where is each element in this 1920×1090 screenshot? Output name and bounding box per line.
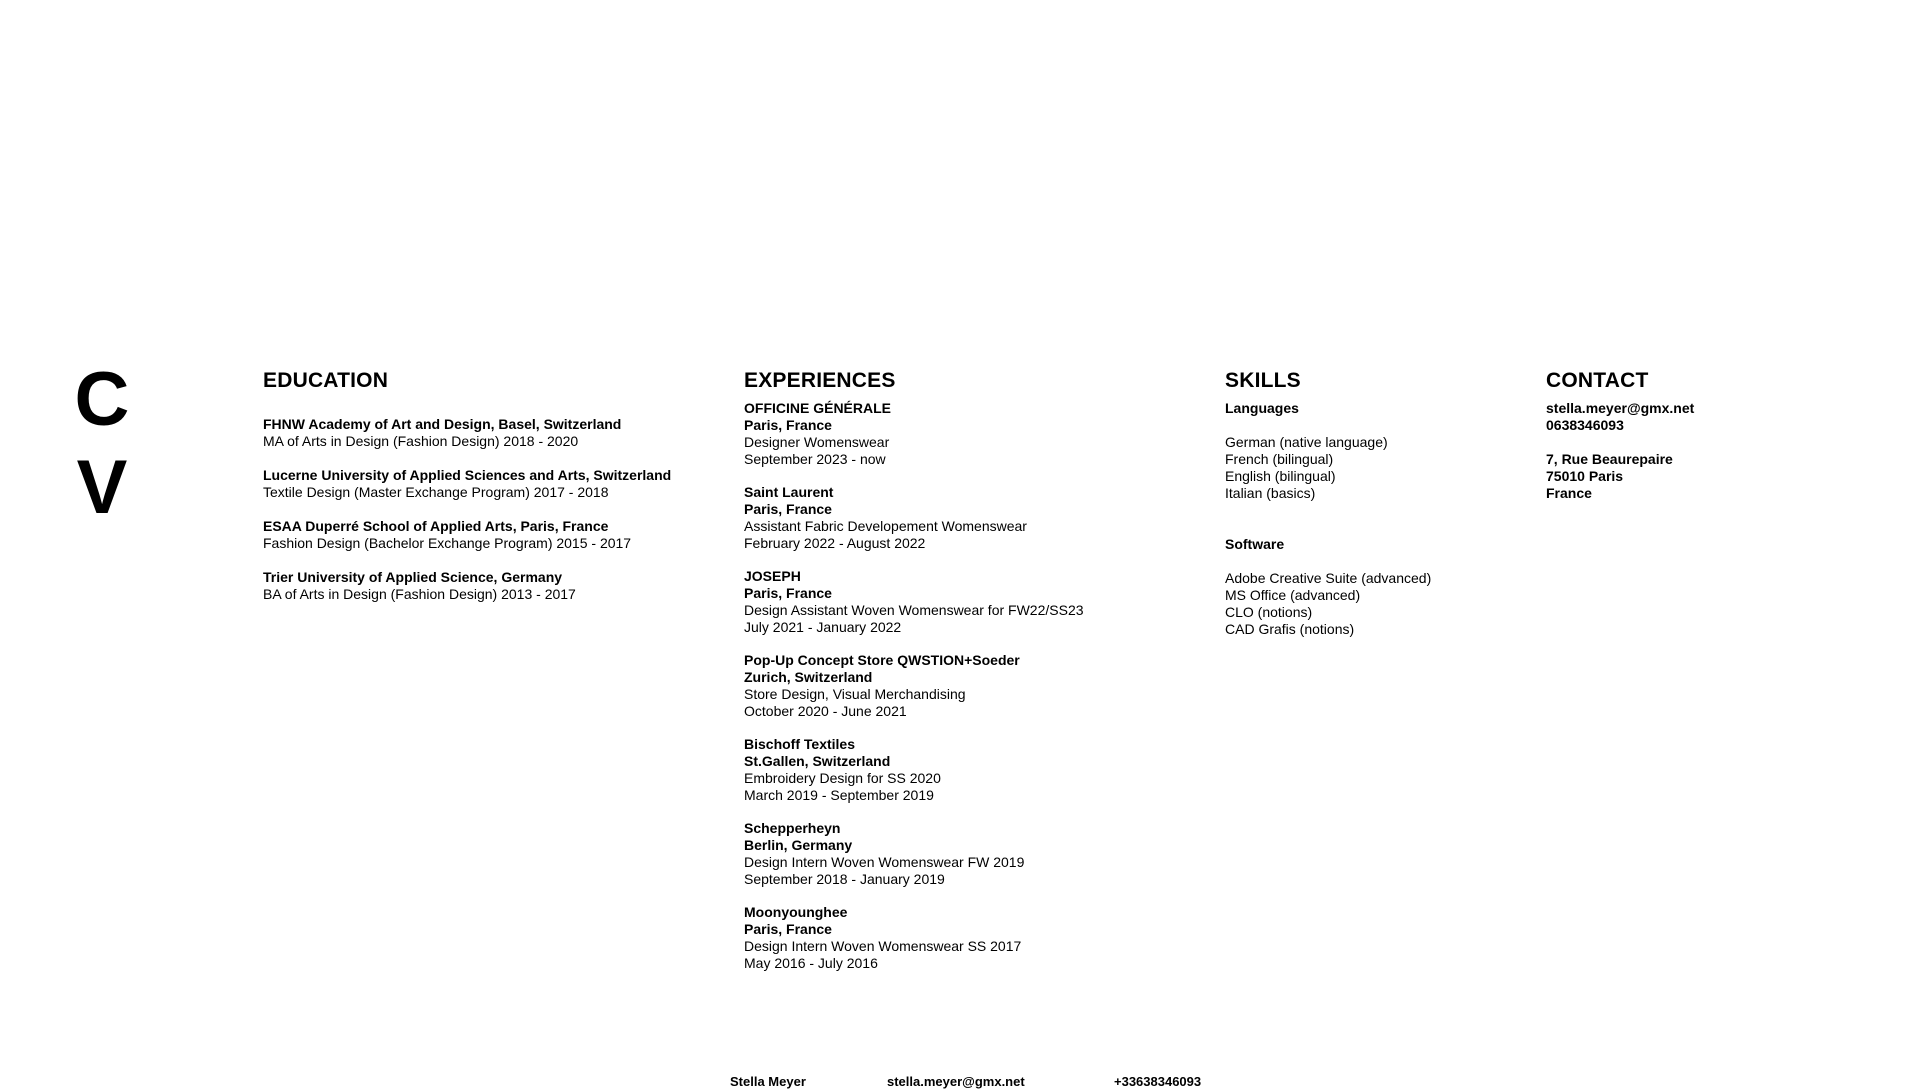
experience-item: [744, 820, 1204, 888]
software-item: CLO (notions): [1225, 604, 1313, 620]
experience-item: [744, 484, 1204, 552]
skills-section: [1225, 366, 1525, 638]
footer-name: Stella Meyer: [730, 1074, 806, 1089]
software-item: Adobe Creative Suite (advanced): [1225, 570, 1432, 586]
languages-list: [1225, 434, 1525, 502]
language-item: English (bilingual): [1225, 468, 1336, 484]
education-detail: Textile Design (Master Exchange Program) 2017 - 2018: [263, 484, 609, 500]
experience-company: OFFICINE GÉNÉRALE: [744, 400, 892, 416]
experience-dates: February 2022 - August 2022: [744, 535, 926, 551]
software-title: Software: [1225, 536, 1285, 552]
contact-address: [1546, 451, 1846, 502]
experience-location: Paris, France: [744, 921, 832, 937]
cv-letter-c: C: [74, 357, 130, 442]
footer-email[interactable]: stella.meyer@gmx.net: [887, 1074, 1025, 1089]
experience-location: Zurich, Switzerland: [744, 669, 873, 685]
experience-item: [744, 652, 1204, 720]
experience-role: Design Assistant Woven Womenswear for FW22/SS23: [744, 602, 1084, 618]
experiences-section: [744, 366, 1204, 988]
experience-dates: May 2016 - July 2016: [744, 955, 878, 971]
education-section: [263, 366, 703, 620]
language-item: French (bilingual): [1225, 451, 1334, 467]
experience-role: Assistant Fabric Developement Womenswear: [744, 518, 1027, 534]
experience-location: St.Gallen, Switzerland: [744, 753, 891, 769]
experience-item: [744, 400, 1204, 468]
experience-role: Embroidery Design for SS 2020: [744, 770, 941, 786]
cv-monogram: [72, 356, 132, 532]
experience-role: Design Intern Woven Womenswear FW 2019: [744, 854, 1025, 870]
skills-title: SKILLS: [1225, 369, 1301, 392]
experience-role: Store Design, Visual Merchandising: [744, 686, 966, 702]
education-school: ESAA Duperré School of Applied Arts, Paris, France: [263, 518, 609, 534]
education-item: [263, 467, 703, 501]
experience-company: JOSEPH: [744, 568, 801, 584]
experience-company: Schepperheyn: [744, 820, 841, 836]
contact-street: 7, Rue Beaurepaire: [1546, 451, 1673, 467]
education-school: Trier University of Applied Science, Germany: [263, 569, 563, 585]
experience-company: Bischoff Textiles: [744, 736, 855, 752]
footer-phone[interactable]: +33638346093: [1114, 1074, 1202, 1089]
languages-title: Languages: [1225, 400, 1299, 416]
education-school: Lucerne University of Applied Sciences and Arts, Switzerland: [263, 467, 672, 483]
contact-email[interactable]: stella.meyer@gmx.net: [1546, 400, 1695, 416]
education-item: [263, 569, 703, 603]
software-item: MS Office (advanced): [1225, 587, 1361, 603]
experience-role: Design Intern Woven Womenswear SS 2017: [744, 938, 1022, 954]
experience-company: Pop-Up Concept Store QWSTION+Soeder: [744, 652, 1020, 668]
experience-location: Berlin, Germany: [744, 837, 853, 853]
experience-location: Paris, France: [744, 417, 832, 433]
experience-dates: October 2020 - June 2021: [744, 703, 907, 719]
language-item: Italian (basics): [1225, 485, 1316, 501]
software-item: CAD Grafis (notions): [1225, 621, 1355, 637]
contact-title: CONTACT: [1546, 369, 1649, 392]
education-school: FHNW Academy of Art and Design, Basel, Switzerland: [263, 416, 622, 432]
experience-dates: September 2018 - January 2019: [744, 871, 945, 887]
experience-role: Designer Womenswear: [744, 434, 890, 450]
education-detail: BA of Arts in Design (Fashion Design) 2013 - 2017: [263, 586, 576, 602]
experience-company: Moonyounghee: [744, 904, 848, 920]
education-list: [263, 416, 703, 603]
experience-item: [744, 736, 1204, 804]
experience-item: [744, 904, 1204, 972]
experience-location: Paris, France: [744, 501, 832, 517]
experiences-title: EXPERIENCES: [744, 369, 896, 392]
education-detail: MA of Arts in Design (Fashion Design) 2018 - 2020: [263, 433, 579, 449]
contact-country: France: [1546, 485, 1592, 501]
experience-dates: July 2021 - January 2022: [744, 619, 902, 635]
language-item: German (native language): [1225, 434, 1388, 450]
experience-dates: March 2019 - September 2019: [744, 787, 934, 803]
experience-item: [744, 568, 1204, 636]
contact-city: 75010 Paris: [1546, 468, 1624, 484]
contact-section: [1546, 366, 1846, 502]
software-list: [1225, 570, 1525, 638]
experience-dates: September 2023 - now: [744, 451, 886, 467]
experiences-list: [744, 400, 1204, 972]
education-item: [263, 518, 703, 552]
education-title: EDUCATION: [263, 369, 389, 392]
experience-company: Saint Laurent: [744, 484, 834, 500]
education-detail: Fashion Design (Bachelor Exchange Program) 2015 - 2017: [263, 535, 632, 551]
cv-letter-v: V: [76, 445, 128, 530]
experience-location: Paris, France: [744, 585, 832, 601]
contact-phone[interactable]: 0638346093: [1546, 417, 1624, 433]
education-item: [263, 416, 703, 450]
